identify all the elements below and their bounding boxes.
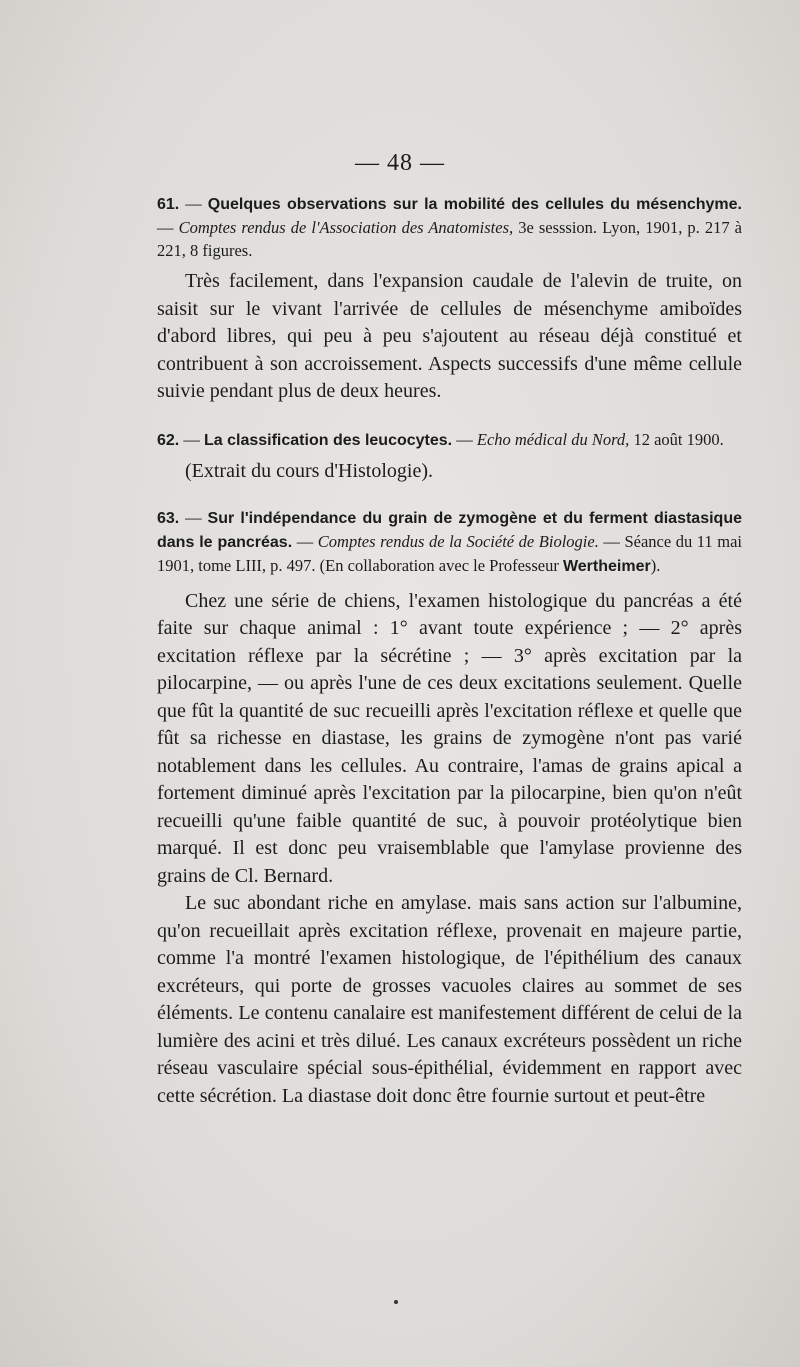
entry-62-heading (157, 428, 742, 452)
entry-title: La classification des leucocytes. (204, 431, 453, 449)
separator: — (452, 429, 477, 449)
collaborator-name: Wertheimer (562, 557, 651, 575)
entry-details-end: ). (650, 555, 661, 575)
entry-title: Quelques observations sur la mobilité des cellules du mésenchyme. (207, 196, 743, 213)
dash: — (179, 194, 208, 213)
entry-source: Echo médical du Nord, (476, 429, 630, 449)
entry-details: — Séance du 11 mai 1901, tome LIII, p. 497. (En collaboration avec le Professeur (157, 531, 742, 575)
page-speck (394, 1300, 398, 1304)
entry-61-summary: Très facilement, dans l'expansion caudale de l'alevin de truite, on saisit sur le vivant l'arrivée de cellules de mésenchyme amiboïdes d'abord libres, qui peu à peu s'ajoutent au réseau déjà constitué et contribuent à son accroissement. Aspects successifs d'une même cellule suivie pendant plus de deux heures. (157, 270, 742, 402)
separator: — (292, 531, 318, 551)
entry-details: 3e sesssion. Lyon, 1901, p. 217 à 221, 8 figures. (157, 218, 742, 260)
entry-61-heading (157, 192, 742, 262)
entry-source: Comptes rendus de l'Association des Anatomistes, (178, 218, 514, 237)
entry-title: Sur l'indépendance du grain de zymogène et du ferment diastasique dans le pancréas. (157, 509, 742, 551)
text-column (157, 192, 742, 1110)
dash: — (179, 429, 204, 449)
entry-number: 62. (157, 431, 180, 449)
entry-number: 63. (157, 509, 180, 527)
separator: — (157, 218, 179, 237)
entry-62-extract-note: (Extrait du cours d'Histologie). (185, 459, 433, 482)
entry-details: 12 août 1900. (629, 429, 724, 449)
dash: — (179, 507, 208, 527)
entry-number: 61. (157, 196, 180, 213)
entry-63-paragraph-1: Chez une série de chiens, l'examen histologique du pancréas a été faite sur chaque animal : 1° avant toute expérience ; — 2° après excitation réflexe par la sécrétine ; — 3° après excitation par la pilocarpine, — ou après l'une de ces deux excitations seulement. Quelle que fût la quantité de suc recueilli après l'excitation réflexe et quelle que fût sa richesse en diastase, les grains de zymogène n'ont pas varié notablement dans les cellules. Au contraire, l'amas de grains apical a fortement diminué après l'excitation par la pilocarpine, bien qu'on n'eût recueilli qu'une faible quantité de suc, à pouvoir protéolytique bien marqué. Il est donc peu vraisemblable que l'amylase provienne des grains de Cl. Bernard. (157, 589, 742, 887)
entry-source: Comptes rendus de la Société de Biologie. (317, 531, 599, 551)
entry-63-paragraph-2: Le suc abondant riche en amylase. mais sans action sur l'albumine, qu'on recueillait après excitation réflexe, provenait en majeure partie, comme l'a montré l'examen histologique, de l'épithélium des canaux excréteurs, qui porte de grosses vacuoles claires au sommet de ses éléments. Le contenu canalaire est manifestement différent de celui de la lumière des acini et très dilué. Les canaux excréteurs possèdent un riche réseau vasculaire spécial sous-épithélial, évidemment en rapport avec cette sécrétion. La diastase doit donc être fournie surtout et peut-être (157, 892, 742, 1107)
entry-63-heading (157, 506, 742, 578)
page-number: — 48 — (355, 150, 445, 176)
